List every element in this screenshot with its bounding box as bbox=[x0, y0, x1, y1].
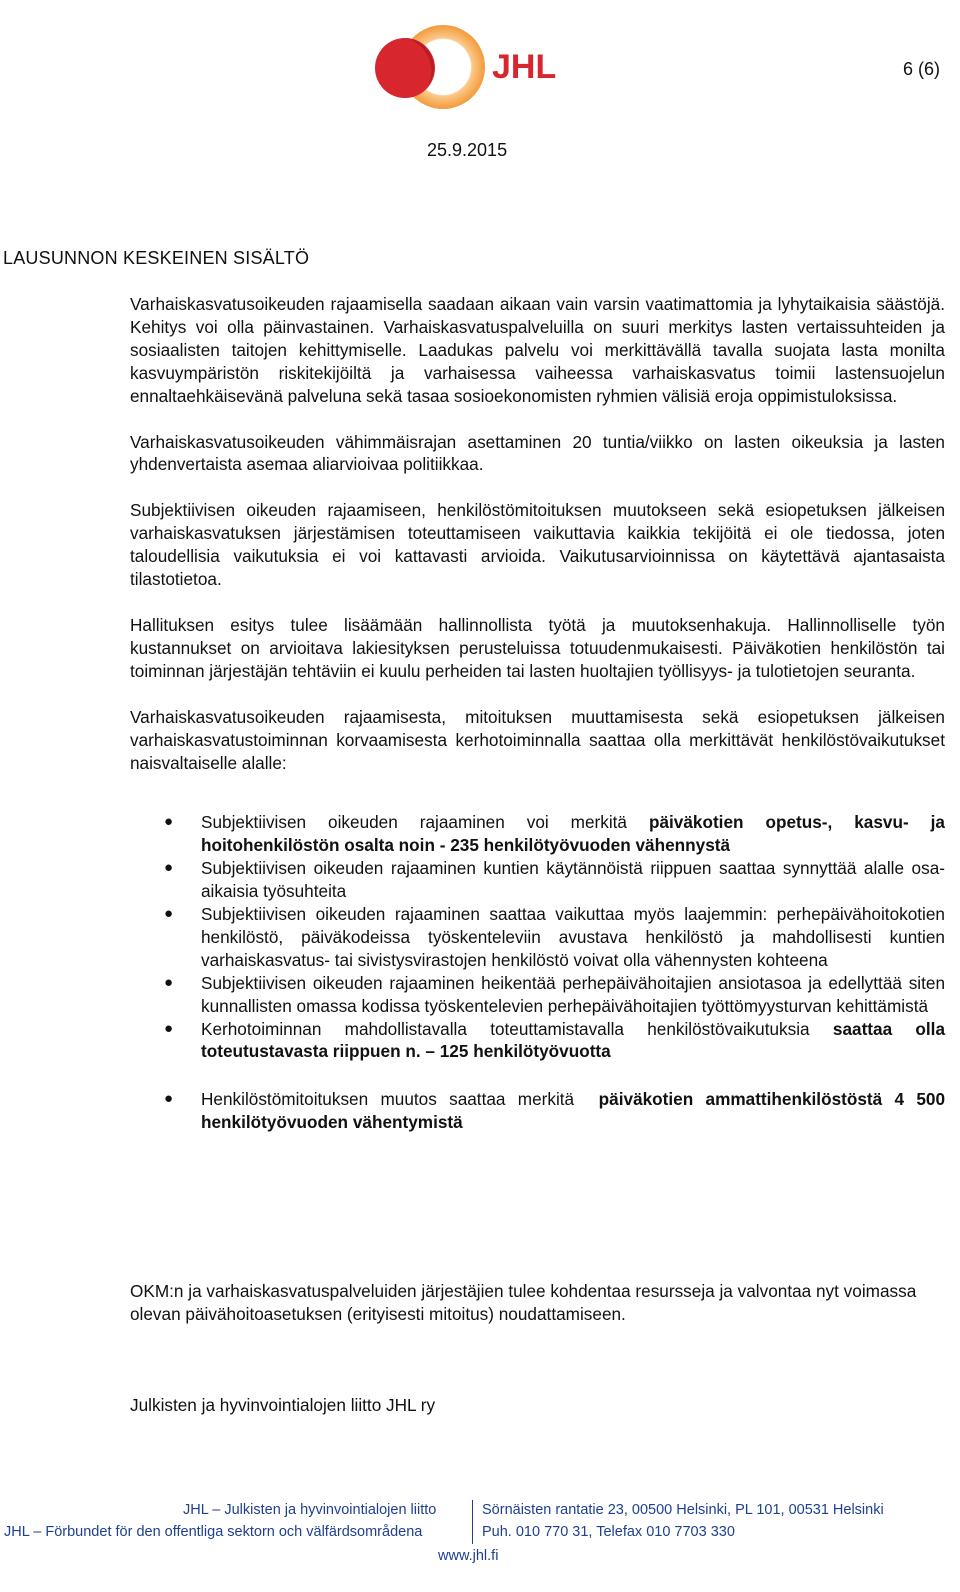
footer-org-name: JHL – Julkisten ja hyvinvointialojen liitto bbox=[183, 1502, 437, 1518]
bullet-icon: ● bbox=[164, 905, 174, 923]
footer-website-link[interactable]: www.jhl.fi bbox=[438, 1548, 499, 1564]
paragraph: Varhaiskasvatusoikeuden rajaamisesta, mitoituksen muuttamisesta sekä esiopetuksen jälkeisen varhaiskasvatustoiminnan korvaamisesta kerhotoiminnalla saattaa olla merkittävät henkilöstövaikutukset naisvaltaiselle alalle: bbox=[130, 706, 945, 773]
paragraph: Varhaiskasvatusoikeuden rajaamisella saadaan aikaan vain varsin vaatimattomia ja lyhytaikaisia säästöjä. Kehitys voi olla päinvastainen. Varhaiskasvatuspalveluilla on suuri merkitys lasten vertaissuhteiden ja sosiaalisten taitojen kehittymiselle. Laadukas palvelu voi merkittävällä tavalla suojata lasta monilta kasvuympäristön riskitekijöiltä ja varhaisessa vaiheessa varhaiskasvatus toimii lastensuojelun ennaltaehkäisevänä palveluna sekä tasaa sosioekonomisten ryhmien välisiä eroja oppimistuloksissa. bbox=[130, 294, 945, 406]
list-item bbox=[130, 811, 945, 857]
bullet-icon: ● bbox=[164, 1090, 174, 1108]
logo-text: JHL bbox=[492, 48, 557, 86]
footer-phone: Puh. 010 770 31, Telefax 010 7703 330 bbox=[482, 1524, 735, 1540]
bullet-icon: ● bbox=[164, 813, 174, 831]
impact-list bbox=[130, 811, 945, 1134]
list-item-text: Subjektiivisen oikeuden rajaaminen heikentää perhepäivähoitajien ansiotasoa ja edellyttää siten kunnallisten omassa kodissa työskentelevien perhepäivähoitajien työttömyysturvan kehittämistä bbox=[201, 972, 945, 1016]
list-item-text: Subjektiivisen oikeuden rajaaminen saattaa vaikuttaa myös laajemmin: perhepäivähoitokotien henkilöstö, päiväkodeissa työskenteleviin avustava henkilöstö ja mahdollisesti kuntien varhaiskasvatus- tai sivistysvirastojen henkilöstö voivat olla vähennysten kohteena bbox=[201, 904, 945, 970]
list-item bbox=[130, 857, 945, 903]
paragraph: Varhaiskasvatusoikeuden vähimmäisrajan asettaminen 20 tuntia/viikko on lasten oikeuksia ja lasten yhdenvertaista asemaa aliarvioivaa politiikkaa. bbox=[130, 431, 945, 475]
list-item-text: Subjektiivisen oikeuden rajaaminen voi merkitä bbox=[201, 812, 649, 833]
list-item-text: Kerhotoiminnan mahdollistavalla toteuttamistavalla henkilöstövaikutuksia bbox=[201, 1018, 833, 1039]
footer-divider bbox=[472, 1500, 473, 1544]
list-item bbox=[130, 903, 945, 972]
list-item-emphasis: päiväkotien ammattihenkilöstöstä 4 500 henkilötyövuoden vähentymistä bbox=[201, 1089, 946, 1133]
bullet-icon: ● bbox=[164, 973, 174, 991]
jhl-logo bbox=[368, 20, 578, 118]
document-body bbox=[130, 293, 945, 1134]
list-item bbox=[130, 1088, 945, 1134]
signature: Julkisten ja hyvinvointialojen liitto JHL ry bbox=[130, 1395, 436, 1415]
footer-org-name-swedish: JHL – Förbundet för den offentliga sektorn och välfärdsområdena bbox=[4, 1524, 423, 1540]
closing-paragraph: OKM:n ja varhaiskasvatuspalveluiden järjestäjien tulee kohdentaa resursseja ja valvontaa nyt voimassa olevan päivähoitoasetuksen (erityisesti mitoitus) noudattamiseen. bbox=[130, 1281, 917, 1324]
bullet-icon: ● bbox=[164, 1019, 174, 1037]
list-item-emphasis: saattaa olla toteutustavasta riippuen n. – 125 henkilötyövuotta bbox=[201, 1018, 945, 1062]
paragraph: Subjektiivisen oikeuden rajaamiseen, henkilöstömitoituksen muutokseen sekä esiopetuksen jälkeisen varhaiskasvatuksen järjestämisen toteuttamiseen vaikuttavia kaikkia tekijöitä ei ole tiedossa, joten taloudellisia vaikutuksia ei voi kattavasti arvioida. Vaikutusarvioinnissa on käytettävä ajantasaista tilastotietoa. bbox=[130, 500, 945, 590]
paragraph: Hallituksen esitys tulee lisäämään hallinnollista työtä ja muutoksenhakuja. Hallinnolliselle työn kustannukset on arvioitava lakiesityksen perusteluissa totuudenmukaisesti. Päiväkotien henkilöstön tai toiminnan järjestäjän tehtäviin ei kuulu perheiden tai lasten huoltajien työllisyys- ja tulotietojen seuranta. bbox=[130, 614, 945, 681]
bullet-icon: ● bbox=[164, 859, 174, 877]
list-item-text: Henkilöstömitoituksen muutos saattaa merkitä bbox=[201, 1089, 599, 1110]
footer-address: Sörnäisten rantatie 23, 00500 Helsinki, PL 101, 00531 Helsinki bbox=[482, 1502, 884, 1518]
list-item bbox=[130, 1018, 945, 1064]
list-item-emphasis: päiväkotien opetus-, kasvu- ja hoitohenkilöstön osalta noin - 235 henkilötyövuoden vähennystä bbox=[201, 812, 945, 856]
section-heading: LAUSUNNON KESKEINEN SISÄLTÖ bbox=[3, 248, 310, 268]
list-item bbox=[130, 972, 945, 1018]
jhl-logo-mark bbox=[368, 20, 578, 118]
document-date: 25.9.2015 bbox=[427, 140, 508, 160]
list-item-text: Subjektiivisen oikeuden rajaaminen kuntien käytännöistä riippuen saattaa synnyttää alalle osa-aikaisia työsuhteita bbox=[201, 858, 945, 902]
page-number: 6 (6) bbox=[902, 59, 940, 79]
